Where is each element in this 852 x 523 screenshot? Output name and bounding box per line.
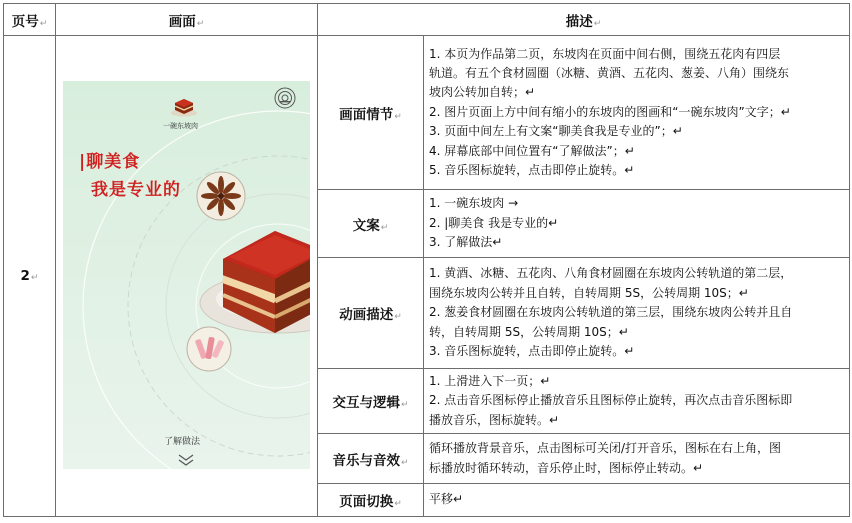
ginger-icon	[187, 327, 231, 371]
label-copy: 文案↵	[318, 190, 424, 258]
label-plot: 画面情节↵	[318, 36, 424, 190]
section-row-plot	[4, 36, 850, 190]
learn-recipe-button[interactable]: 了解做法	[164, 437, 201, 447]
header-description: 描述↵	[318, 4, 850, 36]
desc-animation: 1. 黄酒、冰糖、五花肉、八角食材圆圈在东坡肉公转轨道的第二层， 围绕东坡肉公转并且自转，自转周期 5S，公转周期 10S；↵ 2. 葱姜食材圆圈在东坡肉公转轨道的第三层，围绕东坡肉公转并且自 转，自转周期 5S，公转周期 10S；↵ 3. 音乐图标旋转，点击即停止旋转。↵	[424, 258, 850, 369]
header-screen: 画面↵	[56, 4, 318, 36]
desc-transition: 平移↵	[424, 484, 850, 517]
logo-caption: 一碗东坡肉	[163, 122, 198, 130]
orbit-rings	[63, 81, 310, 469]
label-audio: 音乐与音效↵	[318, 434, 424, 484]
desc-audio: 循环播放背景音乐，点击图标可关闭/打开音乐，图标在右上角，图 标播放时循环转动，音乐停止时，图标停止转动。↵	[424, 434, 850, 484]
desc-copy: 1. 一碗东坡肉 → 2. |聊美食 我是专业的↵ 3. 了解做法↵	[424, 190, 850, 258]
screen-cell	[56, 36, 318, 517]
storyboard-table	[3, 3, 850, 517]
label-interaction: 交互与逻辑↵	[318, 369, 424, 434]
music-icon[interactable]	[274, 87, 296, 109]
phone-mockup	[63, 81, 310, 469]
logo-dongpo-icon	[170, 95, 198, 117]
slogan-line-2: 我是专业的	[91, 180, 181, 200]
label-transition: 页面切换↵	[318, 484, 424, 517]
header-page-no: 页号↵	[4, 4, 56, 36]
page-number-cell: 2↵	[4, 36, 56, 517]
desc-interaction: 1. 上滑进入下一页；↵ 2. 点击音乐图标停止播放音乐且图标停止旋转，再次点击音乐图标即 播放音乐，图标旋转。↵	[424, 369, 850, 434]
slogan-line-1: |聊美食	[79, 152, 141, 172]
star-anise-icon	[197, 172, 245, 220]
desc-plot: 1. 本页为作品第二页，东坡肉在页面中间右侧，围绕五花肉有四层 轨道。有五个食材圆圈（冰糖、黄酒、五花肉、葱姜、八角）围绕东 坡肉公转加自转；↵ 2. 图片页面上方中间有缩小的东坡肉的图画和“一碗东坡肉”文字；↵ 3. 页面中间左上有文案“聊美食我是专业的”；↵ 4. 屏幕底部中间位置有“了解做法”；↵ 5. 音乐图标旋转，点击即停止旋转。↵	[424, 36, 850, 190]
label-animation: 动画描述↵	[318, 258, 424, 369]
header-row	[4, 4, 850, 36]
